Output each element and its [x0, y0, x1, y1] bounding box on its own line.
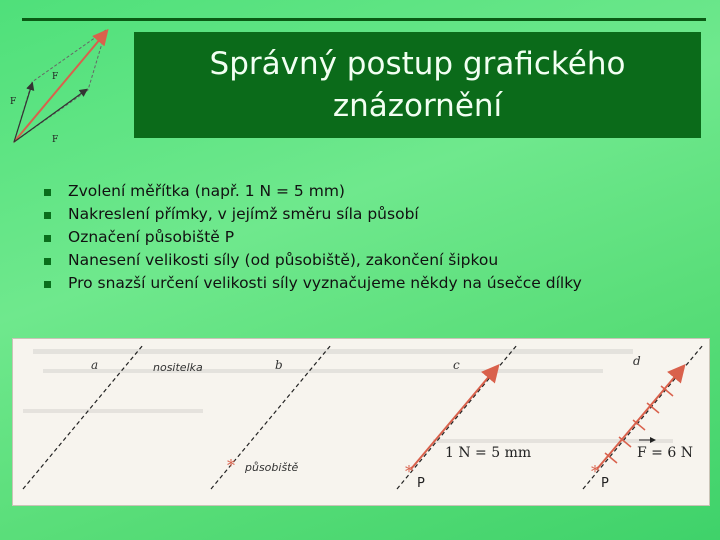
- point-marker-b: *: [227, 456, 235, 475]
- bullet-square-icon: [44, 212, 51, 219]
- panel-label-d: d: [633, 354, 641, 368]
- bullet-square-icon: [44, 235, 51, 242]
- line-d: [583, 345, 703, 489]
- bullet-square-icon: [44, 189, 51, 196]
- pusobiste-label: působiště: [245, 461, 299, 474]
- bullet-item: [42, 226, 712, 249]
- point-label-c: P: [417, 476, 425, 491]
- force-parallelogram-diagram: [2, 24, 122, 154]
- top-rule: [22, 18, 706, 21]
- slide-title: Správný postup grafického znázornění: [209, 46, 626, 124]
- bullet-square-icon: [44, 258, 51, 265]
- force-value-label: F = 6 N: [637, 445, 693, 461]
- force-label-2: F: [52, 135, 59, 145]
- scale-label: 1 N = 5 mm: [445, 445, 532, 461]
- force-steps-svg: [13, 339, 711, 507]
- line-a: [23, 345, 143, 489]
- panel-label-c: c: [453, 358, 460, 372]
- bullet-text: Nanesení velikosti síly (od působiště), zakončení šipkou: [68, 251, 499, 269]
- bullet-list: [42, 180, 712, 295]
- component-arrow-1: [14, 84, 32, 142]
- force-label-1: F: [10, 97, 17, 107]
- force-label-resultant: F: [52, 72, 59, 82]
- title-box: [134, 32, 701, 138]
- bullet-square-icon: [44, 281, 51, 288]
- point-label-d: P: [601, 476, 609, 491]
- bullet-item: [42, 203, 712, 226]
- bullet-text: Pro snazší určení velikosti síly vyznačujeme někdy na úsečce dílky: [68, 274, 582, 292]
- bullet-text: Nakreslení přímky, v jejímž směru síla působí: [68, 205, 419, 223]
- faint-background-text: [23, 349, 673, 443]
- bullet-text: Označení působiště P: [68, 228, 235, 246]
- bullet-item: [42, 272, 712, 295]
- point-marker-d: *: [591, 462, 599, 481]
- force-steps-illustration: [12, 338, 710, 506]
- bullet-item: [42, 249, 712, 272]
- resultant-arrow: [14, 32, 106, 142]
- bullet-item: [42, 180, 712, 203]
- nositelka-label: nositelka: [153, 361, 203, 374]
- panel-label-a: a: [91, 358, 99, 372]
- bullet-text: Zvolení měřítka (např. 1 N = 5 mm): [68, 182, 345, 200]
- point-marker-c: *: [405, 462, 413, 481]
- panel-label-b: b: [275, 358, 283, 372]
